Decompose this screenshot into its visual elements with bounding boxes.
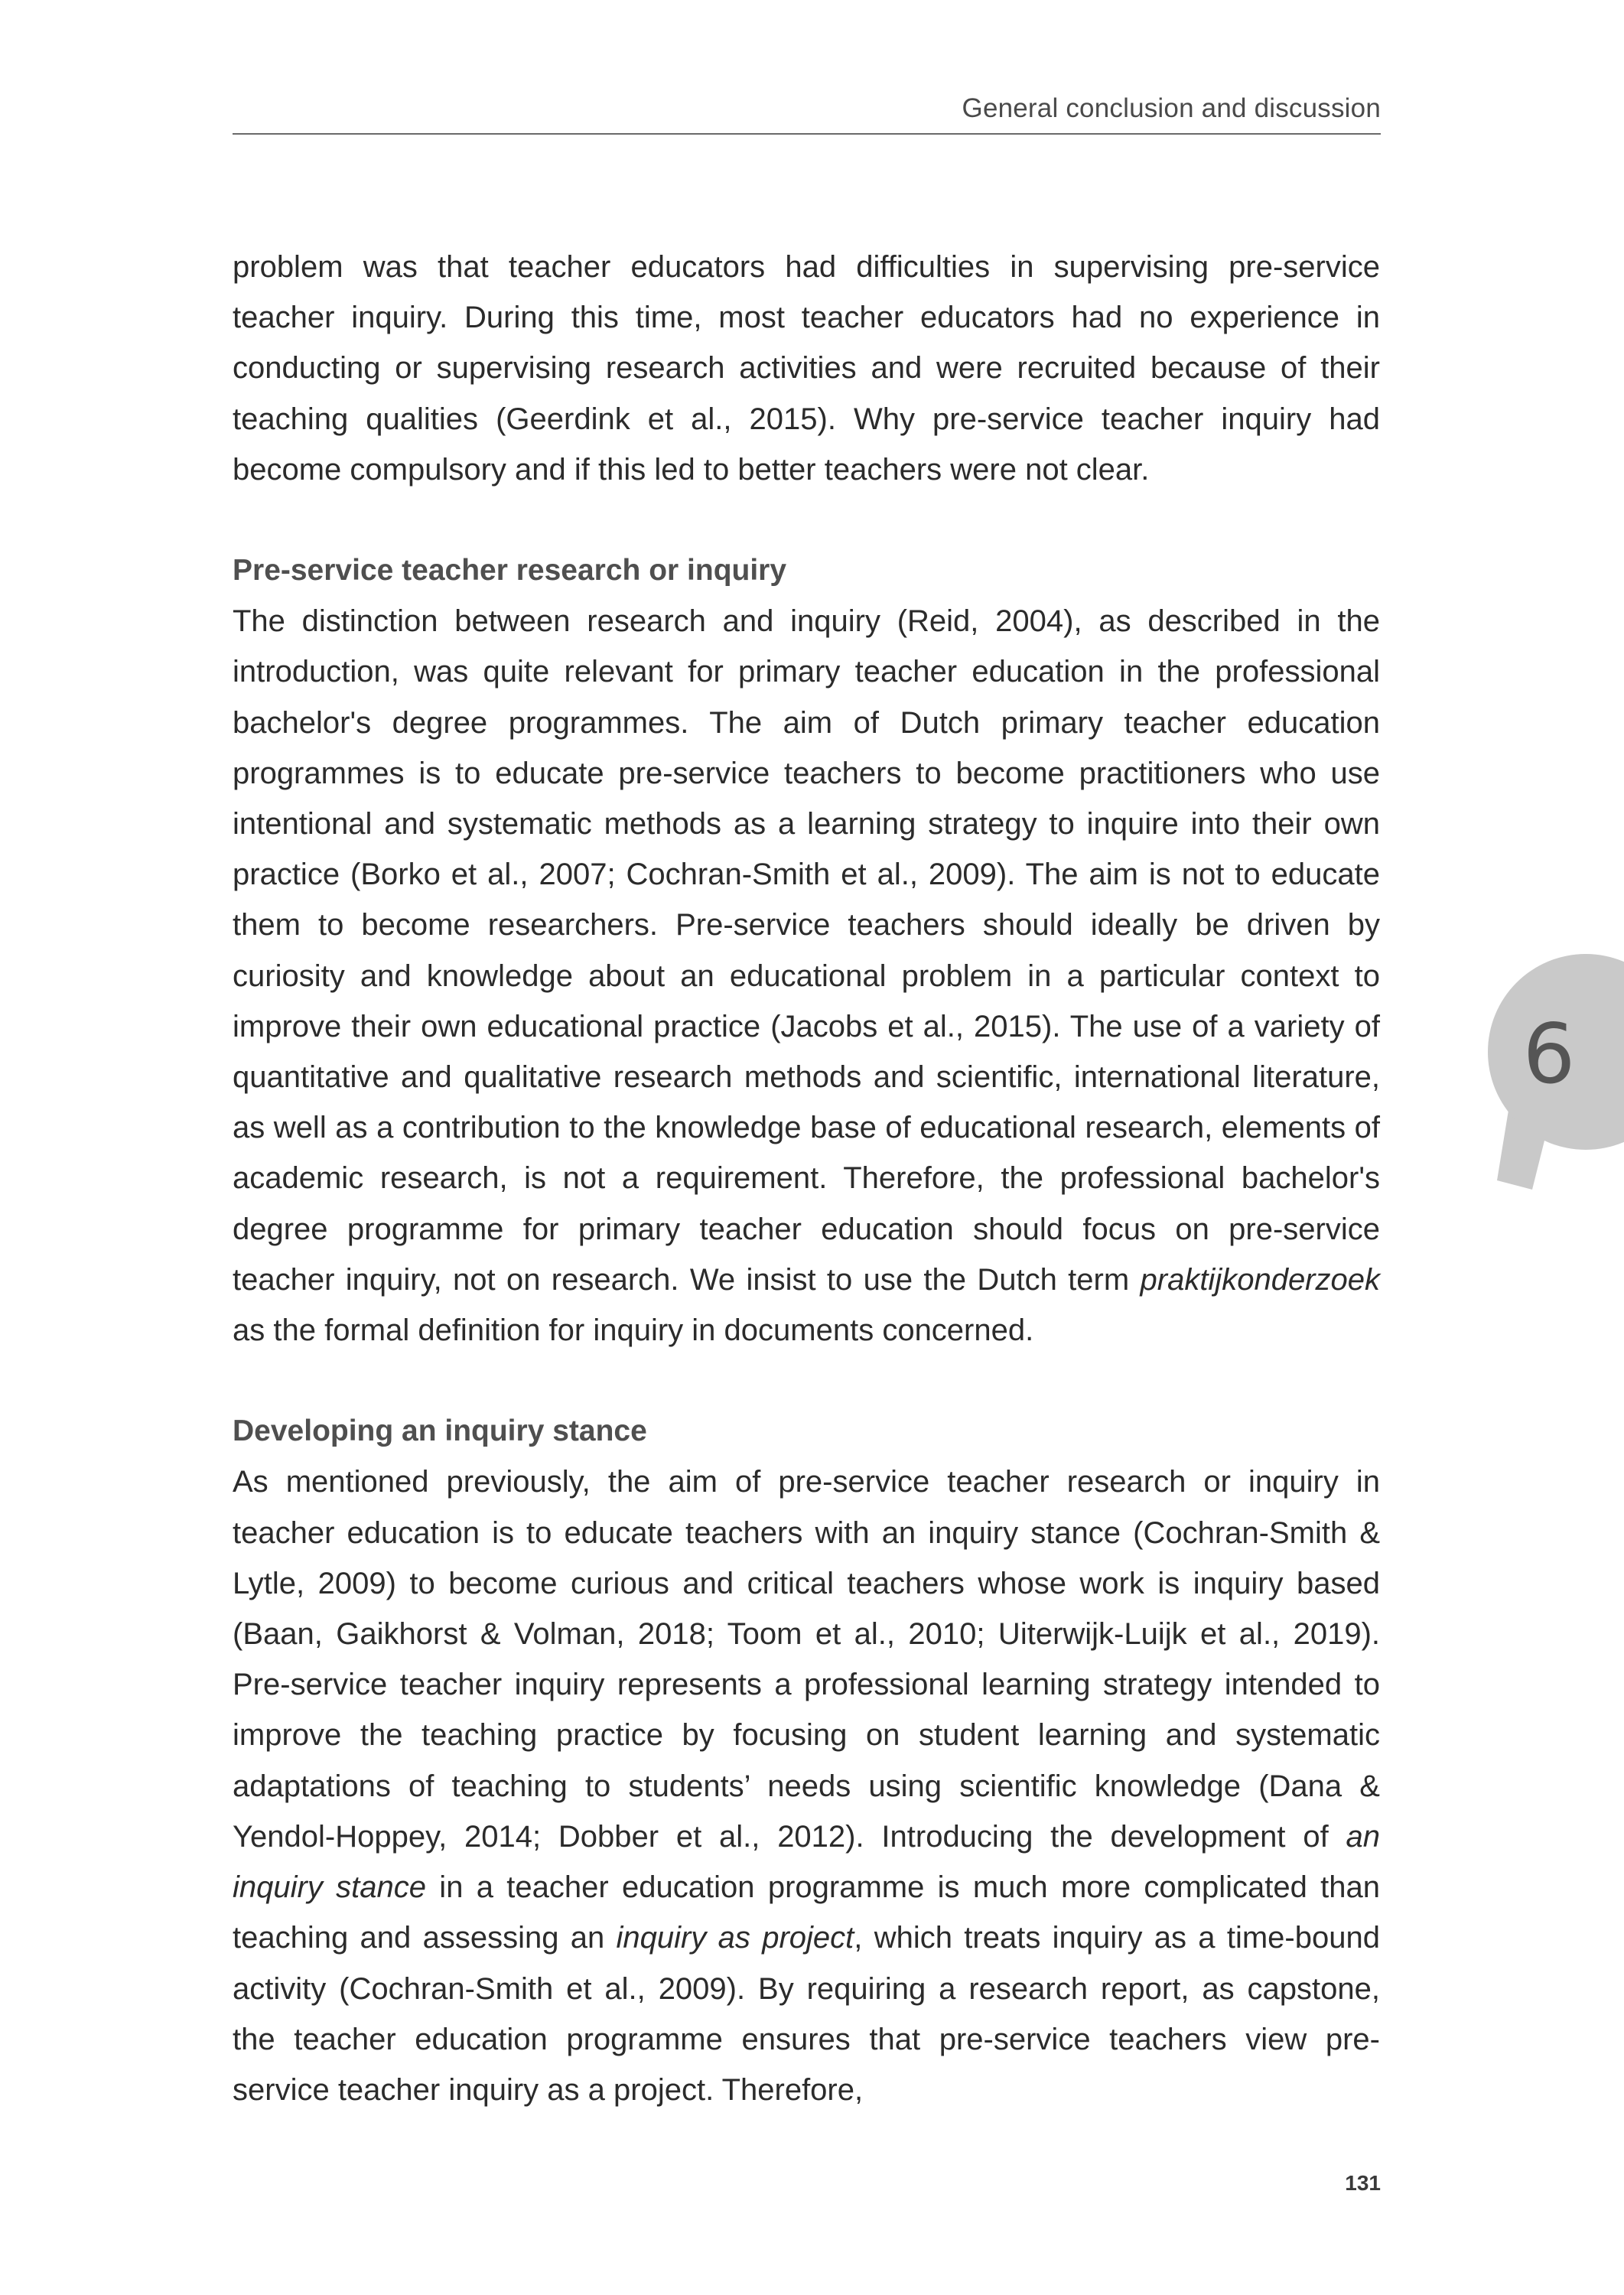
paragraph-text: as the formal definition for inquiry in documents concerned. xyxy=(233,1314,1034,1348)
inquiry-stance-paragraph xyxy=(233,1457,1380,2115)
chapter-number: 6 xyxy=(1522,1007,1576,1102)
italic-phrase: an inquiry stance xyxy=(233,1819,1380,1905)
page-number: 131 xyxy=(1345,2171,1381,2195)
header-rule xyxy=(233,133,1381,135)
paragraph-text: in a teacher education programme is much more complicated than teaching and assessing an xyxy=(233,1870,1380,1955)
paragraph-text: As mentioned previously, the aim of pre-service teacher research or inquiry in teacher education is to educate teachers with an inquiry stance (Cochran-Smith & Lytle, 2009) to become curious and critical teachers whose work is inquiry based (Baan, Gaikhorst & Volman, 2018; Toom et al., 2010; Uiterwijk-Luijk et al., 2019). Pre-service teacher inquiry represents a professional learning strategy intended to improve the teaching practice by focusing on student learning and systematic adaptations of teaching to students’ needs using scientific knowledge (Dana & Yendol-Hoppey, 2014; Dobber et al., 2012). Introducing the development of xyxy=(233,1465,1380,1854)
italic-term: praktijkonderzoek xyxy=(1140,1262,1380,1297)
section-heading-inquiry-stance: Developing an inquiry stance xyxy=(233,1414,647,1448)
italic-phrase: inquiry as project xyxy=(616,1921,854,1955)
paragraph-gap xyxy=(233,1356,1380,1406)
chapter-tab xyxy=(1473,952,1624,1197)
research-or-inquiry-paragraph xyxy=(233,596,1380,1356)
paragraph-gap xyxy=(233,495,1380,545)
main-text xyxy=(233,242,1380,2115)
paragraph-text: The distinction between research and inquiry (Reid, 2004), as described in the introduction, was quite relevant for primary teacher education in the professional bachelor's degree programmes. The aim of Dutch primary teacher education programmes is to educate pre-service teachers to become practitioners who use intentional and systematic methods as a learning strategy to inquire into their own practice (Borko et al., 2007; Cochran-Smith et al., 2009). The aim is not to educate them to become researchers. Pre-service teachers should ideally be driven by curiosity and knowledge about an educational problem in a particular context to improve their own educational practice (Jacobs et al., 2015). The use of a variety of quantitative and qualitative research methods and scientific, international literature, as well as a contribution to the knowledge base of educational research, elements of academic research, is not a requirement. Therefore, the professional bachelor's degree programme for primary teacher education should focus on pre-service teacher inquiry, not on research. We insist to use the Dutch term xyxy=(233,604,1380,1297)
section-heading-research-or-inquiry: Pre-service teacher research or inquiry xyxy=(233,554,787,588)
intro-paragraph: problem was that teacher educators had difficulties in supervising pre-service teacher inquiry. During this time, most teacher educators had no experience in conducting or supervising research activities and were recruited because of their teaching qualities (Geerdink et al., 2015). Why pre-service teacher inquiry had become compulsory and if this led to better teachers were not clear. xyxy=(233,250,1380,487)
chapter-tab-graphic xyxy=(1473,952,1624,1197)
running-head-title: General conclusion and discussion xyxy=(962,93,1381,123)
paragraph-text: , which treats inquiry as a time-bound activity (Cochran-Smith et al., 2009). By requiring a research report, as capstone, the teacher education programme ensures that pre-service teachers view pre-service teacher inquiry as a project. Therefore, xyxy=(233,1921,1380,2107)
